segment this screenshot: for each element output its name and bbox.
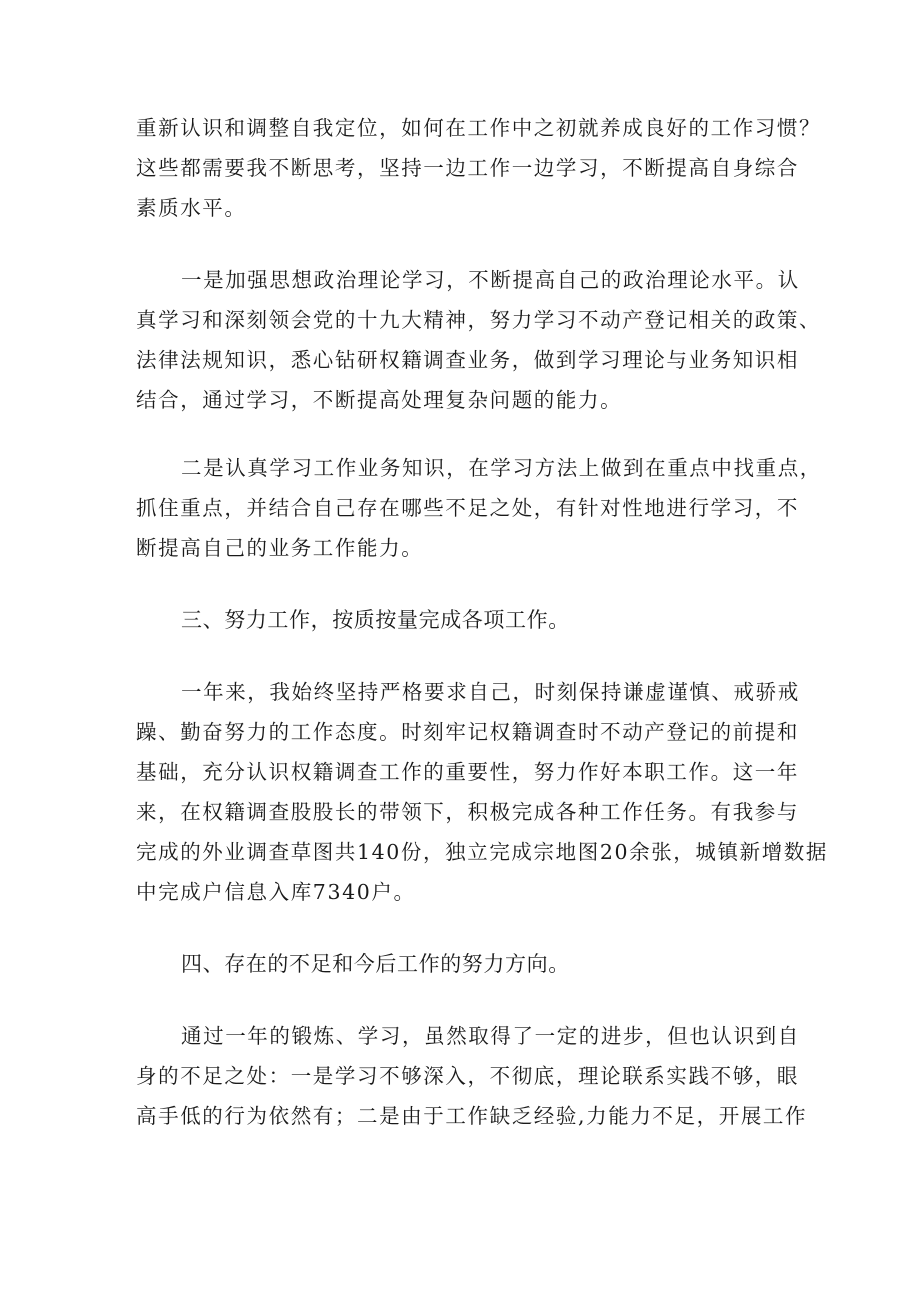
paragraph-political-study: [136, 260, 822, 420]
paragraph-continuation: [136, 108, 822, 228]
text-line: 基础，充分认识权籍调查工作的重要性，努力作好本职工作。这一年: [136, 760, 799, 784]
text-line: 素质水平。: [136, 196, 247, 220]
paragraph-shortcomings: [136, 1016, 808, 1136]
document-page: [136, 108, 829, 1136]
text-line: 断提高自己的业务工作能力。: [136, 536, 424, 560]
heading-text: 三、努力工作，按质按量完成各项工作。: [181, 608, 570, 632]
text-line: 抓住重点，并结合自己存在哪些不足之处，有针对性地进行学习，不: [136, 496, 799, 520]
text-line: 高手低的行为依然有；二是由于工作缺乏经验,力能力不足，开展工作: [136, 1104, 808, 1128]
section-heading-three: [136, 600, 788, 640]
text-line: 一是加强思想政治理论学习，不断提高自己的政治理论水平。认: [181, 268, 800, 292]
text-line: 完成的外业调查草图共140份，独立完成宗地图20余张，城镇新增数据: [136, 840, 829, 864]
heading-text: 四、存在的不足和今后工作的努力方向。: [181, 952, 570, 976]
text-line: 一年来，我始终坚持严格要求自己，时刻保持谦虚谨慎、戒骄戒: [181, 680, 800, 704]
section-heading-four: [136, 944, 788, 984]
text-line: 来，在权籍调查股股长的带领下，积极完成各种工作任务。有我参与: [136, 800, 799, 824]
text-line: 身的不足之处：一是学习不够深入，不彻底，理论联系实践不够，眼: [136, 1064, 799, 1088]
text-line: 躁、勤奋努力的工作态度。时刻牢记权籍调查时不动产登记的前提和: [136, 720, 799, 744]
text-line: 结合，通过学习，不断提高处理复杂问题的能力。: [136, 388, 623, 412]
paragraph-year-summary: [136, 672, 829, 912]
text-line: 二是认真学习工作业务知识，在学习方法上做到在重点中找重点，: [181, 456, 822, 480]
text-line: 通过一年的锻炼、学习，虽然取得了一定的进步，但也认识到自: [181, 1024, 800, 1048]
text-line: 中完成户信息入库7340户。: [136, 880, 416, 904]
text-line: 这些都需要我不断思考，坚持一边工作一边学习，不断提高自身综合: [136, 156, 799, 180]
text-line: 法律法规知识，悉心钻研权籍调查业务，做到学习理论与业务知识相: [136, 348, 799, 372]
text-line: 真学习和深刻领会党的十九大精神，努力学习不动产登记相关的政策、: [136, 308, 822, 332]
text-line: 重新认识和调整自我定位，如何在工作中之初就养成良好的工作习惯？: [136, 116, 822, 140]
paragraph-business-study: [136, 448, 822, 568]
